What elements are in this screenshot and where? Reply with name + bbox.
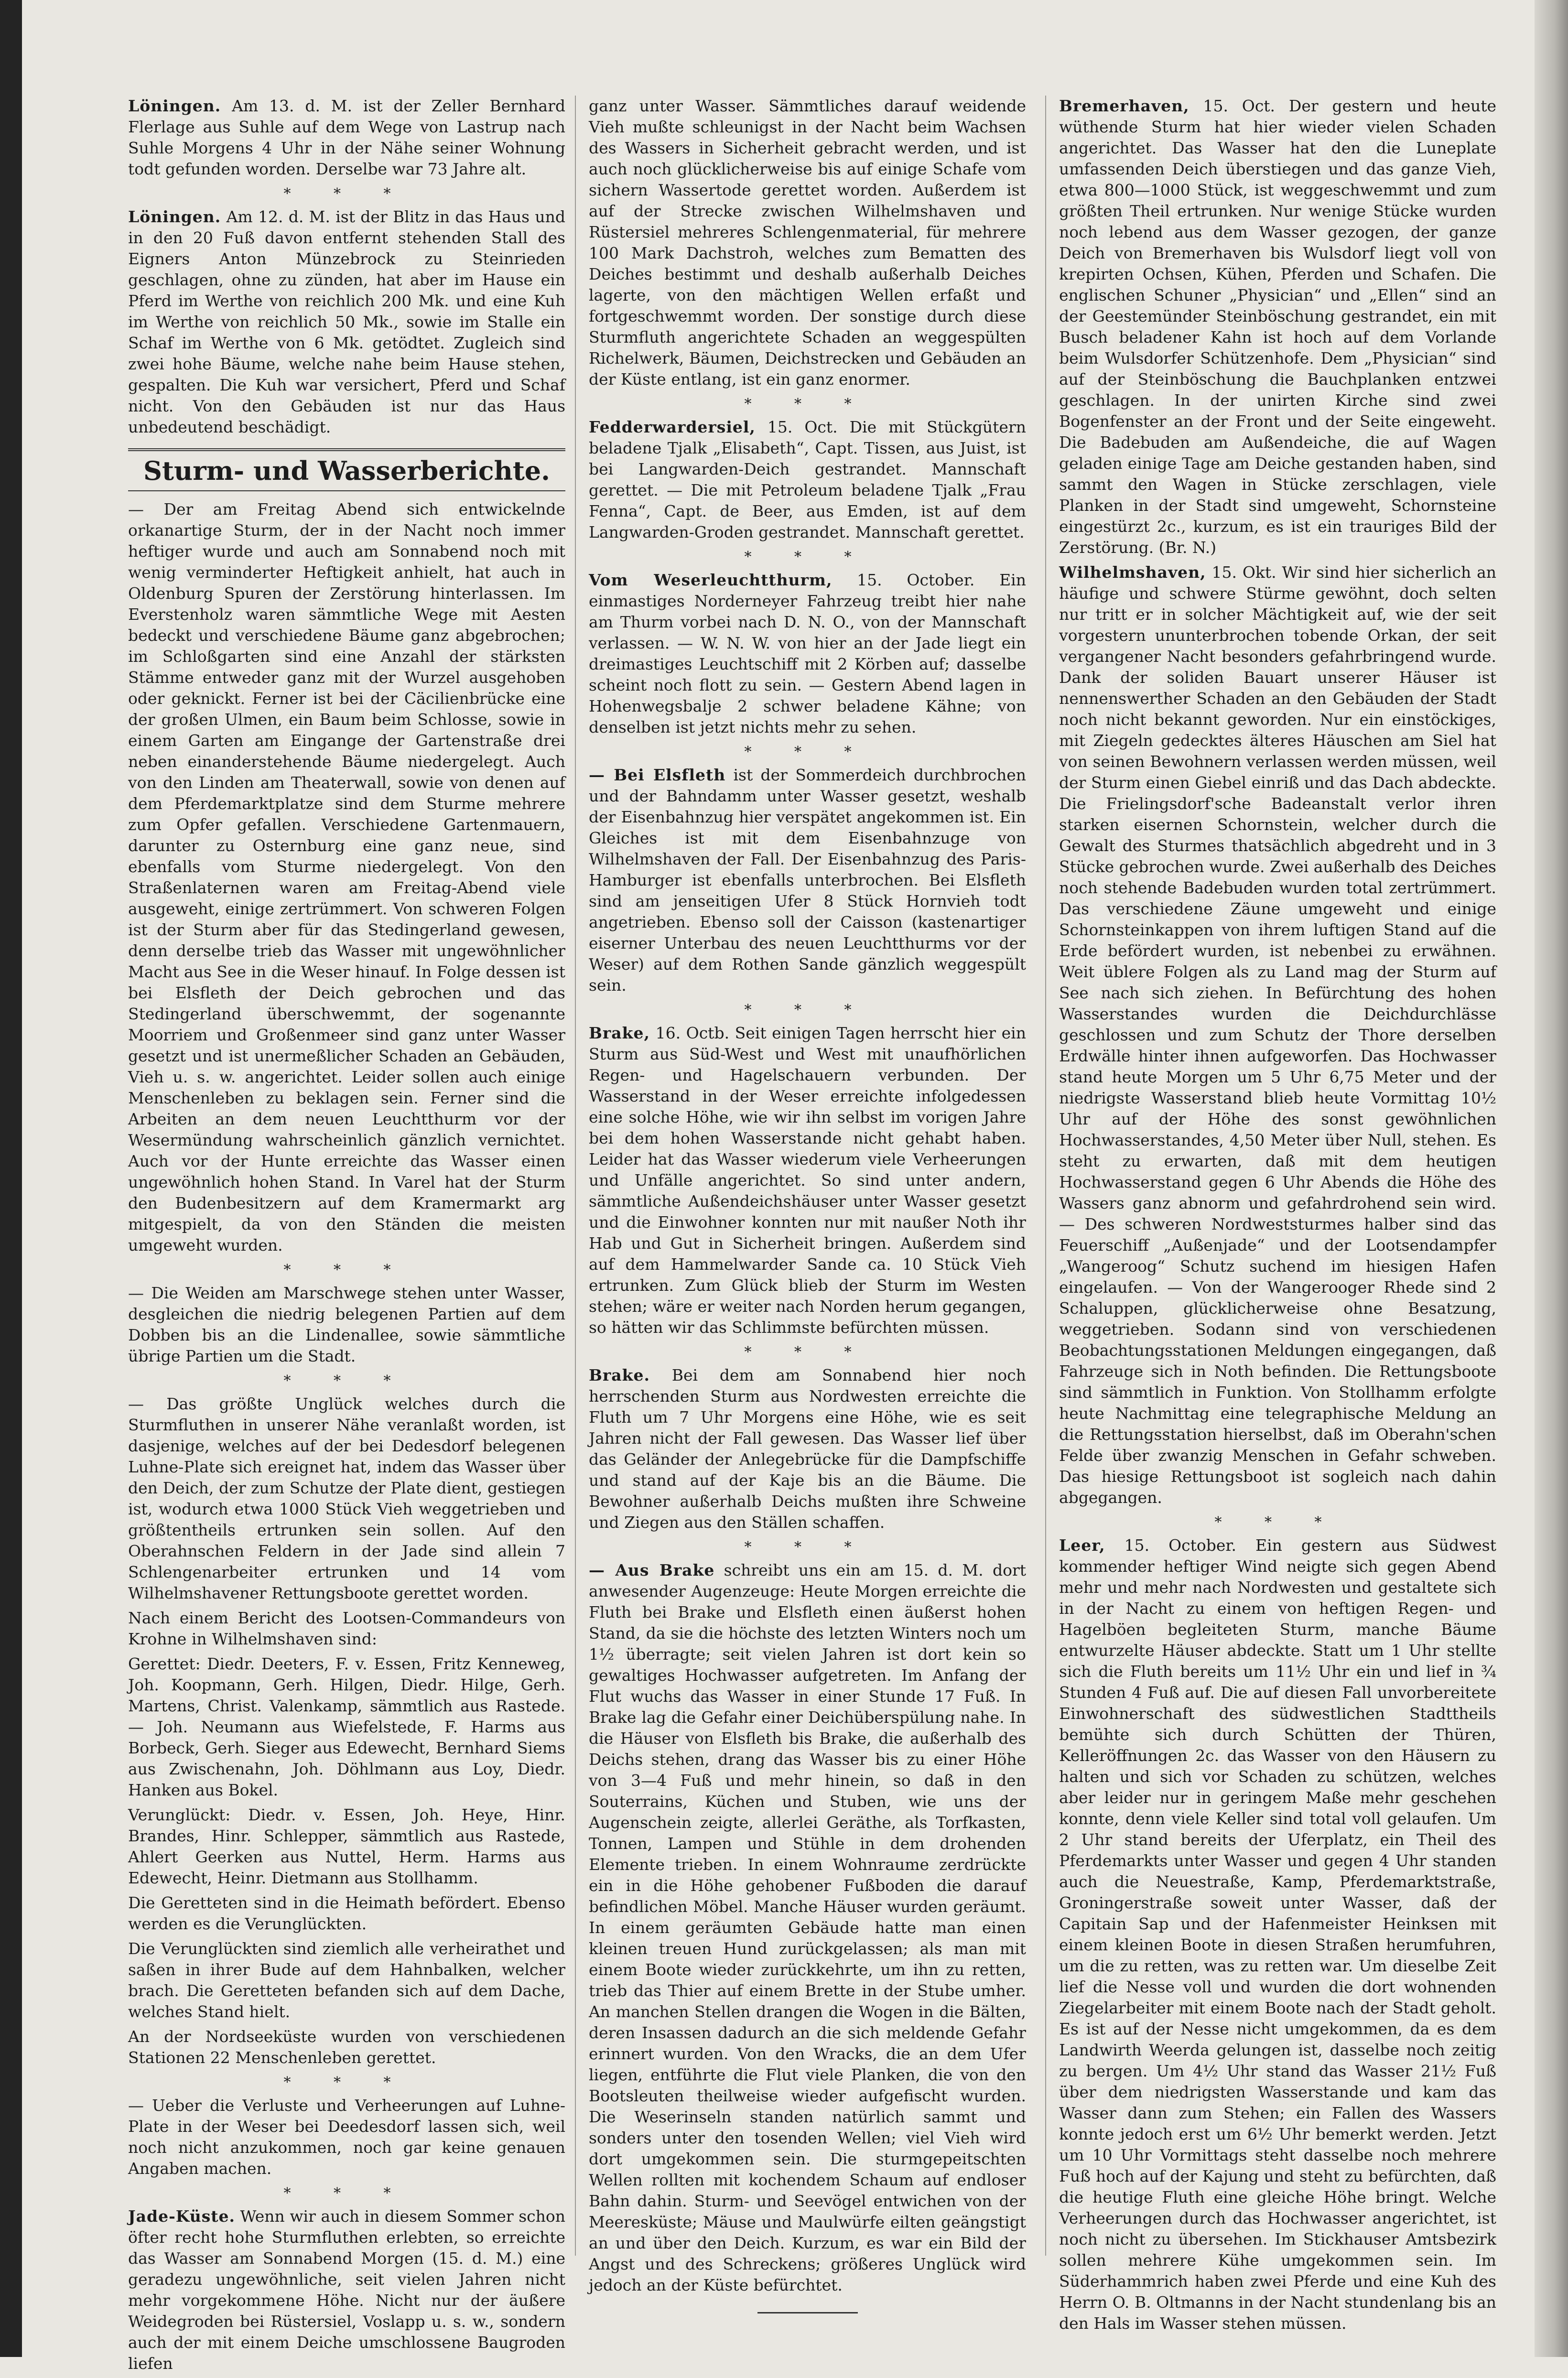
article-text: 15. Oct. Der gestern und heute wüthende Sturm hat hier wieder vielen Schaden angerichtet. Das Wasser hat den die Luneplate umfassenden Deich überstiegen und das ganze Vieh, etwa 800—1000 Stück, ist weggeschwemmt und zum größten Theil ertrunken. Nur wenige Stücke wurden noch lebend aus dem Wasser gezogen, der ganze Deich von Bremerhaven bis Wulsdorf liegt voll von krepirten Ochsen, Kühen, Pferden und Schafen. Die englischen Schuner „Physician“ und „Ellen“ sind an der Geestemünder Steinböschung gestrandet, ein mit Busch beladener Kahn ist hoch auf dem Vorlande beim Wulsdorfer Schützenhofe. Dem „Physician“ sind auf der Steinböschung die Bauchplanken entzwei geschlagen. In der unirten Kirche sind zwei Bogenfenster an der Front und der Seite eingeweht. Die Badebuden am Außendeiche, die auf Wagen geladen einige Tage am Deiche gestanden haben, sind sammt den Wagen in Stücke zerschlagen, viele Planken in der Stadt sind umgeweht, Schornsteine eingestürzt 2c., kurzum, es ist ein trauriges Bild der Zerstörung. (Br. N.) <box>1059 97 1496 557</box>
article-paragraph <box>128 1892 565 1935</box>
article-text: ist der Sommerdeich durchbrochen und der Bahndamm unter Wasser gesetzt, weshalb der Eisenbahnzug hier verspätet angekommen ist. Ein Gleiches ist mit dem Eisenbahnzuge von Wilhelmshaven der Fall. Der Eisenbahnzug des Paris-Hamburger ist ebenfalls unterbrochen. Bei Elsfleth sind am jenseitigen Ufer 8 Stück Hornvieh todt angetrieben. Ebenso soll der Caisson (kastenartiger eiserner Unterbau des neuen Leuchtthurms vor der Weser) auf dem Rothen Sande gänzlich weggespült sein. <box>589 766 1026 994</box>
article-dateline: Vom Weserleuchtthurm, <box>589 571 833 589</box>
article-text: Gerettet: Diedr. Deeters, F. v. Essen, Fritz Kenneweg, Joh. Koopmann, Gerh. Hilgen, Diedr. Hilge, Gerh. Martens, Christ. Valenkamp, sämmtlich aus Rastede. — Joh. Neumann aus Wiefelstede, F. Harms aus Borbeck, Gerh. Sieger aus Edewecht, Bernhard Siems aus Zwischenahn, Joh. Döhlmann aus Loy, Diedr. Hanken aus Bokel. <box>128 1654 565 1799</box>
scan-right-edge <box>1535 0 1568 2357</box>
article-paragraph <box>589 1560 1026 2296</box>
article-text: schreibt uns ein am 15. d. M. dort anwesender Augenzeuge: Heute Morgen erreichte die Fluth bei Brake und Elsfleth einen äußerst hohen Stand, da sie die höchste des letzten Winters noch um 1½ überragte; seit vielen Jahren ist dort kein so gewaltiges Hochwasser aufgetreten. Im Anfang der Flut wuchs das Wasser in einer Stunde 17 Fuß. In Brake lag die Gefahr einer Deichüberspülung nahe. In die Häuser von Elsfleth bis Brake, die außerhalb des Deichs stehen, drang das Wasser bis zu einer Höhe von 3—4 Fuß und mehr hinein, so daß in den Souterrains, Küchen und Stuben, wie uns der Augenschein zeigte, allerlei Geräthe, als Torfkasten, Tonnen, Lampen und Stühle in dem drohenden Elemente trieben. In einem Wohnraume zerdrückte ein in die Höhe gehobener Fußboden die darauf befindlichen Möbel. Manche Häuser wurden geräumt. In einem geräumten Gebäude hatte man einen kleinen treuen Hund zurückgelassen; als man mit einem Boote wieder zurückkehrte, um ihn zu retten, trieb das Thier auf einem Brette in der Stube umher. An manchen Stellen drangen die Wogen in die Bälten, deren Insassen dadurch an die sich meldende Gefahr erinnert wurden. Von den Wracks, die an dem Ufer liegen, entführte die Flut viele Planken, die von den Bootsleuten theilweise wieder aufgefischt wurden. Die Weserinseln standen natürlich sammt und sonders unter den tosenden Wellen; viel Vieh wird dort umgekommen sein. Die sturmgepeitschten Wellen rollten mit kochendem Schaum auf endloser Bahn dahin. Sturm- und Seevögel entwichen von der Meeresküste; Mäuse und Maulwürfe eilten geängstigt an und über den Deich. Kurzum, es war ein Bild der Angst und des Schreckens; größeres Unglück wird jedoch an der Küste befürchtet. <box>589 1561 1026 2294</box>
column-1 <box>128 96 565 2378</box>
article-dateline: Brake, <box>589 1024 650 1042</box>
article-text: An der Nordseeküste wurden von verschiedenen Stationen 22 Menschenleben gerettet. <box>128 2027 565 2067</box>
article-paragraph <box>128 2026 565 2068</box>
article-separator: * * * <box>283 185 410 202</box>
article-dateline: — Aus Brake <box>589 1561 715 1579</box>
article-paragraph <box>128 1608 565 1650</box>
column-2 <box>589 96 1026 2313</box>
article-separator: * * * <box>283 1262 410 1278</box>
article-paragraph <box>589 96 1026 390</box>
article-paragraph <box>589 417 1026 543</box>
article-paragraph <box>128 2206 565 2374</box>
article-separator: * * * <box>744 396 871 412</box>
scan-left-edge <box>0 0 22 2357</box>
article-paragraph <box>589 1023 1026 1338</box>
section-heading: Sturm- und Wasserberichte. <box>128 448 565 491</box>
article-paragraph <box>128 1654 565 1801</box>
article-separator: * * * <box>1214 1514 1341 1531</box>
article-text: Die Verunglückten sind ziemlich alle verheirathet und saßen in ihrer Bude auf dem Hahnbalken, welcher brach. Die Geretteten befanden sich auf dem Dache, welches Stand hielt. <box>128 1939 565 2021</box>
article-text: Die Geretteten sind in die Heimath befördert. Ebenso werden es die Verunglückten. <box>128 1893 565 1933</box>
article-paragraph <box>128 2095 565 2179</box>
article-paragraph <box>589 570 1026 738</box>
column-rule <box>1045 96 1046 2256</box>
article-paragraph <box>128 206 565 438</box>
article-text: Bei dem am Sonnabend hier noch herrschenden Sturm aus Nordwesten erreichte die Fluth um 7 Uhr Morgens eine Höhe, wie es seit Jahren nicht der Fall gewesen. Das Wasser lief über das Geländer der Anlegebrücke für die Dampfschiffe und stand auf der Kaje bis an die Bäume. Die Bewohner außerhalb Deichs mußten ihre Schweine und Ziegen aus den Ställen schaffen. <box>589 1366 1026 1532</box>
article-dateline: Löningen. <box>128 207 221 226</box>
article-separator: * * * <box>744 549 871 565</box>
article-text: Am 13. d. M. ist der Zeller Bernhard Flerlage aus Suhle auf dem Wege von Lastrup nach Suhle Morgens 4 Uhr in der Nähe seiner Wohnung todt gefunden worden. Derselbe war 73 Jahre alt. <box>128 97 565 178</box>
article-text: — Das größte Unglück welches durch die Sturmfluthen in unserer Nähe veranlaßt worden, ist dasjenige, welches auf der bei Dedesdorf belegenen Luhne-Plate sich ereignet hat, indem das Wasser über den Deich, der zum Schutze der Plate dient, gestiegen ist, wodurch etwa 1000 Stück Vieh weggetrieben und größtentheils ertrunken sein sollen. Auf den Oberahnschen Feldern in der Jade sind allein 7 Schlengenarbeiter ertrunken und 14 vom Wilhelmshavener Rettungsboote gerettet worden. <box>128 1394 565 1602</box>
article-dateline: Bremerhaven, <box>1059 97 1190 115</box>
article-separator: * * * <box>744 1344 871 1361</box>
article-paragraph <box>128 1394 565 1604</box>
article-text: Nach einem Bericht des Lootsen-Commandeurs von Krohne in Wilhelmshaven sind: <box>128 1609 565 1648</box>
article-text: 15. October. Ein gestern aus Südwest kommender heftiger Wind neigte sich gegen Abend mehr und mehr nach Nordwesten und gestaltete sich in der Nacht zu einem von heftigen Regen- und Hagelböen begleiteten Sturm, manche Bäume entwurzelte Häuser abdeckte. Statt um 1 Uhr stellte sich die Fluth bereits um 11½ Uhr ein und lief in ¾ Stunden 4 Fuß auf. Die auf diesen Fall unvorbereitete Einwohnerschaft des südwestlichen Stadttheils bemühte sich durch Schütten der Thüren, Kelleröffnungen 2c. das Wasser von den Häusern zu halten und sich vor Schaden zu schützen, welches aber leider nur in geringem Maße mehr geschehen konnte, denn viele Keller sind total voll gelaufen. Um 2 Uhr stand bereits der Uferplatz, ein Theil des Pferdemarkts unter Wasser und gegen 4 Uhr standen auch die Neuestraße, Kamp, Pferdemarktstraße, Groningerstraße soweit unter Wasser, daß der Capitain Sap und der Hafenmeister Heinksen mit einem kleinen Boote in diesen Straßen herumfuhren, um die zu retten, was zu retten war. Um dieselbe Zeit lief die Nesse voll und wurden die dort wohnenden Ziegelarbeiter mit einem Boote nach der Stadt geholt. Es ist auf der Nesse nicht umgekommen, da es dem Landwirth Weerda gelungen ist, dasselbe noch zeitig zu bergen. Um 4½ Uhr stand das Wasser 21½ Fuß über dem niedrigsten Wasserstande und kam das Wasser dann zum Stehen; ein Fallen des Wassers konnte jedoch erst um 6½ Uhr bemerkt werden. Jetzt um 10 Uhr Vormittags steht dasselbe noch mehrere Fuß hoch auf der Kajung und steht zu befürchten, daß die heutige Fluth eine gleiche Höhe bringt. Welche Verheerungen durch das Hochwasser angerichtet, ist noch nicht zu übersehen. Im Stickhauser Amtsbezirk sollen mehrere Kühe umgekommen sein. Im Süderhammrich haben zwei Pferde und eine Kuh des Herrn O. B. Oltmanns in der Nacht stundenlang bis an den Hals im Wasser stehen müssen. <box>1059 1536 1496 2333</box>
article-text: 15. Oct. Die mit Stückgütern beladene Tjalk „Elisabeth“, Capt. Tissen, aus Juist, ist bei Langwarden-Deich gestrandet. Mannschaft gerettet. — Die mit Petroleum beladene Tjalk „Frau Fenna“, Capt. de Beer, aus Emden, ist auf dem Langwarden-Groden gestrandet. Mannschaft gerettet. <box>589 418 1026 541</box>
article-separator: * * * <box>744 1002 871 1018</box>
article-dateline: Löningen. <box>128 97 221 115</box>
article-text: Verunglückt: Diedr. v. Essen, Joh. Heye, Hinr. Brandes, Hinr. Schlepper, sämmtlich aus Rastede, Ahlert Geerken aus Nuttel, Herm. Harms aus Edewecht, Heinr. Dietmann aus Stollhamm. <box>128 1805 565 1887</box>
article-dateline: Brake. <box>589 1366 650 1384</box>
article-text: Wenn wir auch in diesem Sommer schon öfter recht hohe Sturmfluthen erlebten, so erreichte das Wasser am Sonnabend Morgen (15. d. M.) eine geradezu ungewöhnliche, seit vielen Jahren nicht mehr vorgekommene Höhe. Nicht nur der äußere Weidegroden bei Rüstersiel, Voslapp u. s. w., sondern auch der mit einem Deiche umschlossene Baugroden liefen <box>128 2207 565 2373</box>
article-separator: * * * <box>283 2074 410 2091</box>
article-separator: * * * <box>744 744 871 760</box>
article-dateline: Fedderwardersiel, <box>589 418 756 436</box>
article-text: Am 12. d. M. ist der Blitz in das Haus und in den 20 Fuß davon entfernt stehenden Stall des Eigners Anton Münzebrock zu Steinrieden geschlagen, ohne zu zünden, hat aber im Hause ein Pferd im Werthe von reichlich 200 Mk. und eine Kuh im Werthe von reichlich 50 Mk., sowie im Stalle ein Schaf im Werthe von 6 Mk. getödtet. Zugleich sind zwei hohe Bäume, welche nahe beim Hause stehen, gespalten. Die Kuh war versichert, Pferd und Schaf nicht. Von den Gebäuden ist nur das Haus unbedeutend beschädigt. <box>128 207 565 436</box>
article-paragraph <box>1059 1535 1496 2334</box>
article-text: 15. Okt. Wir sind hier sicherlich an häufige und schwere Stürme gewöhnt, doch selten nur tritt er in solcher Mächtigkeit auf, wie der seit vorgestern ununterbrochen tobende Orkan, der seit vergangener Nacht besonders gefahrbringend wurde. Dank der soliden Bauart unserer Häuser ist nennenswerther Schaden an den Gebäuden der Stadt noch nicht bekannt geworden. Nur ein einstöckiges, mit Ziegeln gedecktes älteres Häuschen am Siel hat von seinen Bewohnern verlassen werden müssen, weil der Sturm einen Giebel einriß und das Dach abdeckte. Die Frielingsdorf'sche Badeanstalt verlor ihren starken eisernen Schornstein, welcher durch die Gewalt des Sturmes thatsächlich abgedreht und in 3 Stücke gebrochen wurde. Zwei außerhalb des Deiches noch stehende Badebuden wurden total zertrümmert. Das verschiedene Zäune umgeweht und einige Schornsteinkappen von ihrem luftigen Stand auf die Erde befördert wurden, ist nebenbei zu erwähnen. Weit üblere Folgen als zu Land mag der Sturm auf See nach sich ziehen. In Befürchtung des hohen Wasserstandes wurden die Deichdurchlässe geschlossen und zum Schutz der Thore derselben Erdwälle hinter ihnen aufgeworfen. Das Hochwasser stand heute Morgen um 5 Uhr 6,75 Meter und der niedrigste Wasserstand blieb heute Vormittag 10½ Uhr auf der Höhe des sonst gewöhnlichen Hochwasserstandes, 4,50 Meter über Null, stehen. Es steht zu erwarten, daß mit dem heutigen Hochwasserstand gegen 6 Uhr Abends die Höhe des Wassers ganz abnorm und gefahrdrohend sein wird. — Des schweren Nordweststurmes halber sind das Feuerschiff „Außenjade“ und der Lootsendampfer „Wangeroog“ Schutz suchend im hiesigen Hafen eingelaufen. — Von der Wangerooger Rhede sind 2 Schaluppen, glücklicherweise ohne Besatzung, weggetrieben. Sodann sind von verschiedenen Beobachtungsstationen Meldungen eingegangen, daß Fahrzeuge sich in Noth befinden. Die Rettungsboote sind sämmtlich in Funktion. Von Stollhamm erfolgte heute Nachmittag eine telegraphische Meldung an die Rettungsstation hierselbst, daß im Oberahn'schen Felde über zwanzig Menschen in Gefahr schweben. Das hiesige Rettungsboot ist sogleich nach dahin abgegangen. <box>1059 563 1496 1507</box>
column-rule <box>575 96 576 2256</box>
article-dateline: — Bei Elsfleth <box>589 766 726 784</box>
article-text: ganz unter Wasser. Sämmtliches darauf weidende Vieh mußte schleunigst in der Nacht beim Wachsen des Wassers in Sicherheit gebracht werden, und ist auch noch glücklicherweise bis auf einige Schafe vom sichern Wassertode gerettet worden. Außerdem ist auf der Strecke zwischen Wilhelmshaven und Rüstersiel mehreres Schlengenmaterial, für mehrere 100 Mark Dachstroh, welches zum Bematten des Deiches bestimmt und deshalb außerhalb Deiches lagerte, von den mächtigen Wellen erfaßt und fortgeschwemmt worden. Der sonstige durch diese Sturmfluth angerichtete Schaden an weggespülten Richelwerk, Bäumen, Deichstrecken und Gebäuden an der Küste entlang, ist ein ganz enormer. <box>589 97 1026 389</box>
article-paragraph <box>128 1938 565 2022</box>
article-paragraph <box>128 96 565 180</box>
article-paragraph <box>128 1805 565 1889</box>
article-dateline: Jade-Küste. <box>128 2207 236 2226</box>
article-dateline: Leer, <box>1059 1536 1105 1555</box>
article-separator: * * * <box>744 1539 871 1556</box>
article-text: 16. Octb. Seit einigen Tagen herrscht hier ein Sturm aus Süd-West und West mit unaufhörlichen Regen- und Hagelschauern verbunden. Der Wasserstand in der Weser erreichte infolgedessen eine solche Höhe, wie wir ihn selbst im vorigen Jahre bei dem hohen Wasserstande nicht gehabt haben. Leider hat das Wasser wiederum viele Verheerungen und Unfälle angerichtet. So sind unter andern, sämmtliche Außendeichshäuser unter Wasser gesetzt und die Einwohner konnten nur mit naußer Noth ihr Hab und Gut in Sicherheit bringen. Außerdem sind auf dem Hammelwarder Sande ca. 10 Stück Vieh ertrunken. Zum Glück blieb der Sturm im Westen stehen; wäre er weiter nach Norden herum gegangen, so hätten wir das Schlimmste befürchten müssen. <box>589 1024 1026 1337</box>
article-text: — Der am Freitag Abend sich entwickelnde orkanartige Sturm, der in der Nacht noch immer heftiger wurde und auch am Sonnabend noch mit wenig verminderter Heftigkeit anhielt, hat auch in Oldenburg Spuren der Zerstörung hinterlassen. Im Everstenholz waren sämmtliche Wege mit Aesten bedeckt und verschiedene Bäume ganz abgebrochen; im Schloßgarten sind eine Anzahl der stärksten Stämme entweder ganz mit der Wurzel ausgehoben oder geknickt. Ferner ist bei der Cäcilienbrücke eine der großen Ulmen, ein Baum beim Schlosse, sowie in einem Garten am Eingange der Gartenstraße drei neben einanderstehende Bäume niedergelegt. Auch von den Linden am Theaterwall, sowie von denen auf dem Pferdemarktplatze sind dem Sturme mehrere zum Opfer gefallen. Verschiedene Gartenmauern, darunter zu Osternburg eine ganz neue, sind ebenfalls vom Sturme niedergelegt. Von den Straßenlaternen waren am Freitag-Abend viele ausgeweht, einige zertrümmert. Von schweren Folgen ist der Sturm aber für das Stedingerland gewesen, denn derselbe trieb das Wasser mit ungewöhnlicher Macht aus See in die Weser hinauf. In Folge dessen ist bei Elsfleth der Deich gebrochen und das Stedingerland überschwemmt, der sogenannte Moorriem und Großenmeer sind ganz unter Wasser gesetzt und ist unermeßlicher Schaden an Gebäuden, Vieh u. s. w. angerichtet. Leider sollen auch einige Menschenleben zu beklagen sein. Ferner sind die Arbeiten an dem neuen Leuchtthurm vor der Wesermündung wahrscheinlich gänzlich vernichtet. Auch vor der Hunte erreichte das Wasser einen ungewöhnlich hohen Stand. In Varel hat der Sturm den Budenbesitzern auf dem Kramermarkt arg mitgespielt, da von den Ständen die meisten umgeweht wurden. <box>128 500 565 1254</box>
article-paragraph <box>128 499 565 1256</box>
article-paragraph <box>1059 562 1496 1508</box>
article-separator: * * * <box>283 2185 410 2202</box>
article-paragraph <box>589 1365 1026 1533</box>
end-rule <box>757 2312 858 2313</box>
article-text: 15. October. Ein einmastiges Norderneyer Fahrzeug treibt hier nahe am Thurm vorbei nach D. N. O., von der Mannschaft verlassen. — W. N. W. von hier an der Jade liegt ein dreimastiges Leuchtschiff mit 2 Körben auf; dasselbe scheint noch flott zu sein. — Gestern Abend lagen in Hohenwegsbalje 2 schwer beladene Kähne; von denselben ist jetzt nichts mehr zu sehen. <box>589 571 1026 736</box>
article-text: — Ueber die Verluste und Verheerungen auf Luhne-Plate in der Weser bei Deedesdorf lassen sich, weil noch nicht anzukommen, noch gar keine genauen Angaben machen. <box>128 2096 565 2178</box>
article-paragraph <box>1059 96 1496 558</box>
article-dateline: Wilhelmshaven, <box>1059 563 1206 582</box>
column-3 <box>1059 96 1496 2338</box>
article-paragraph <box>589 765 1026 996</box>
article-separator: * * * <box>283 1373 410 1389</box>
article-paragraph <box>128 1283 565 1367</box>
article-text: — Die Weiden am Marschwege stehen unter Wasser, desgleichen die niedrig belegenen Partien auf dem Dobben bis an die Lindenallee, sowie sämmtliche übrige Partien um die Stadt. <box>128 1284 565 1365</box>
